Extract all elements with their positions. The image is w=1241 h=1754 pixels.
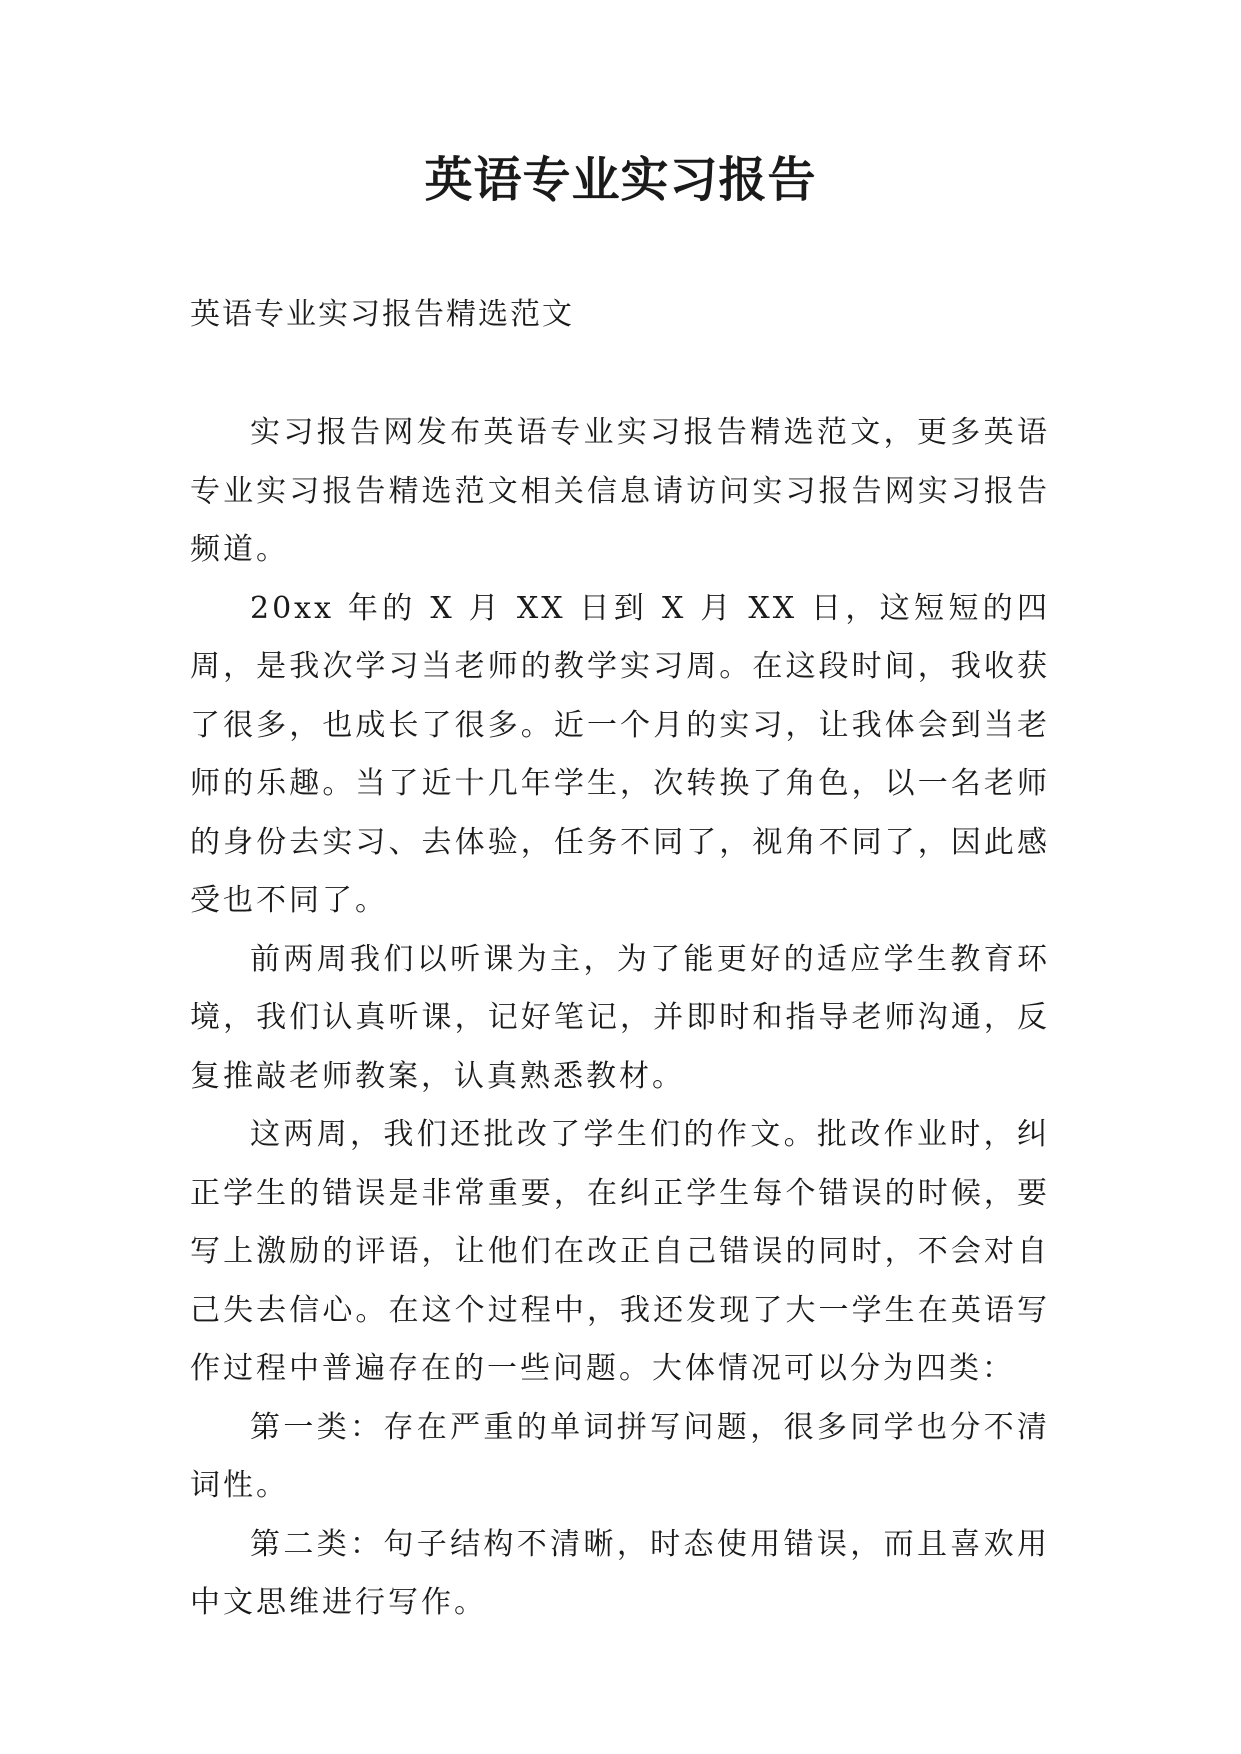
paragraph-category-one: 第一类：存在严重的单词拼写问题，很多同学也分不清词性。: [190, 1409, 1050, 1503]
paragraph-category-two: 第二类：句子结构不清晰，时态使用错误，而且喜欢用中文思维进行写作。: [190, 1526, 1050, 1620]
paragraph-observation: 前两周我们以听课为主，为了能更好的适应学生教育环境，我们认真听课，记好笔记，并即时和指导老师沟通，反复推敲老师教案，认真熟悉教材。: [190, 941, 1050, 1094]
paragraph-internship-period: 20xx 年的 X 月 XX 日到 X 月 XX 日，这短短的四周，是我次学习当老师的教学实习周。在这段时间，我收获了很多，也成长了很多。近一个月的实习，让我体会到当老师的乐趣。当了近十几年学生，次转换了角色，以一名老师的身份去实习、去体验，任务不同了，视角不同了，因此感受也不同了。: [190, 590, 1050, 918]
paragraph-grading: 这两周，我们还批改了学生们的作文。批改作业时，纠正学生的错误是非常重要，在纠正学生每个错误的时候，要写上激励的评语，让他们在改正自己错误的同时，不会对自己失去信心。在这个过程中，我还发现了大一学生在英语写作过程中普遍存在的一些问题。大体情况可以分为四类：: [190, 1117, 1050, 1386]
document-title: 英语专业实习报告: [424, 152, 817, 208]
document-subtitle: 英语专业实习报告精选范文: [190, 297, 574, 332]
document-body: [190, 404, 1050, 1633]
paragraph-intro: 实习报告网发布英语专业实习报告精选范文，更多英语专业实习报告精选范文相关信息请访问实习报告网实习报告频道。: [190, 415, 1050, 567]
